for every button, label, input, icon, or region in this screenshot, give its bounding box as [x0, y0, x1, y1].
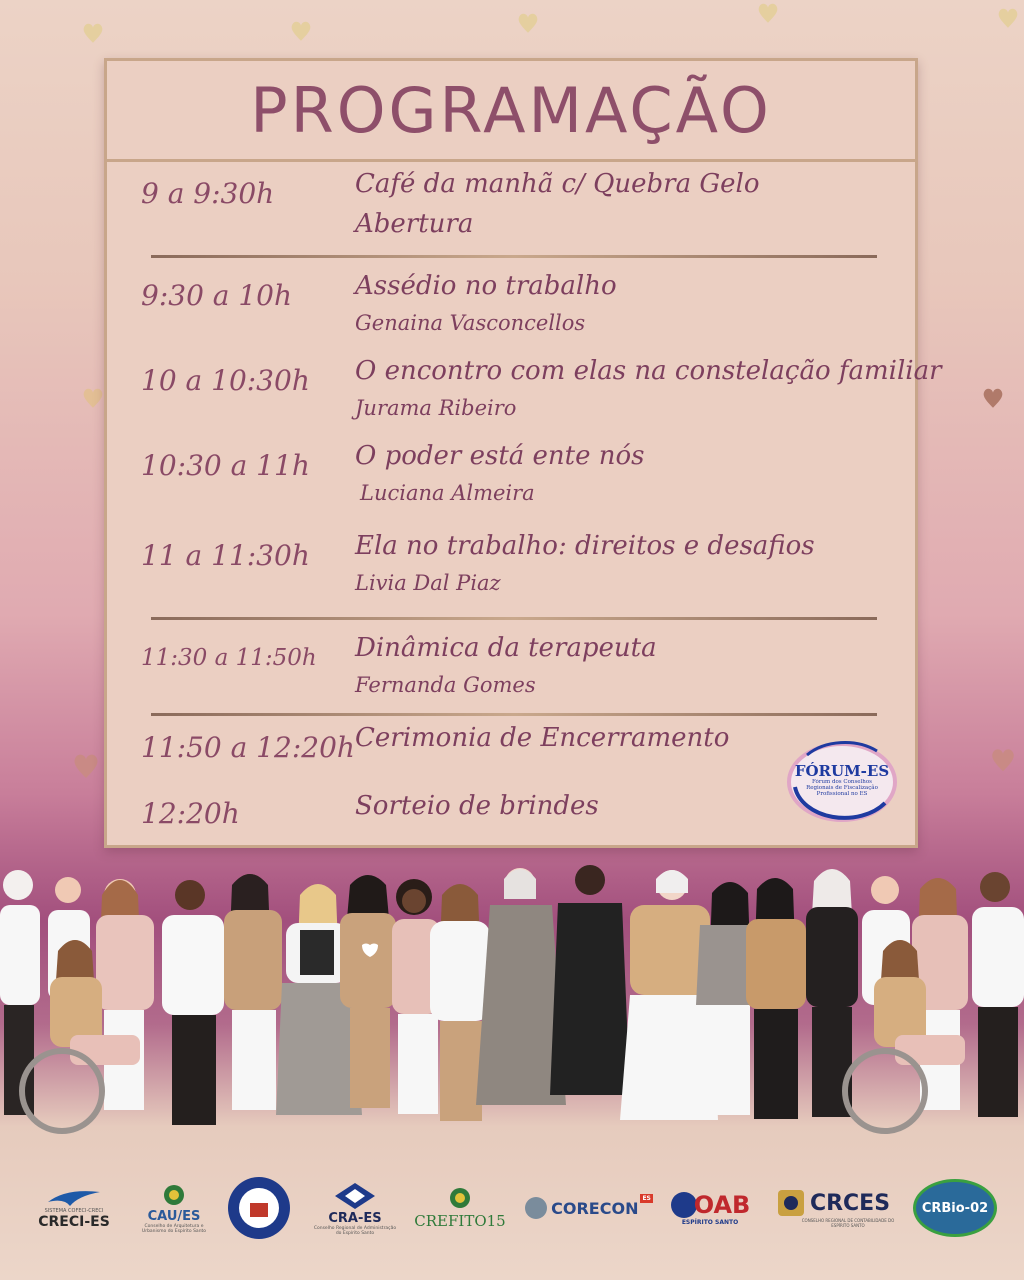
oab-sub-text: ESPÍRITO SANTO [681, 1218, 739, 1226]
heart-icon [515, 10, 541, 36]
schedule-talk: Dinâmica da terapeuta [355, 633, 657, 663]
title-box [107, 61, 915, 162]
heart-icon [980, 385, 1006, 411]
oab-text: OAB [693, 1190, 751, 1219]
schedule-speaker: Genaina Vasconcellos [355, 311, 586, 335]
schedule-talk: Ela no trabalho: direitos e desafios [355, 531, 815, 561]
cra-diamond-icon [333, 1181, 377, 1211]
bird-icon [44, 1186, 104, 1208]
schedule-time: 10 a 10:30h [141, 364, 310, 397]
heart-icon [995, 5, 1021, 31]
divider [151, 617, 877, 620]
cra-text: CRA-ES [328, 1210, 382, 1226]
cau-es-logo [134, 1168, 214, 1248]
divider [151, 713, 877, 716]
heart-icon [80, 385, 106, 411]
crbio-text: CRBio-02 [921, 1200, 989, 1216]
forum-logo-subtitle: Fórum dos Conselhos Regionais de Fiscalização Profissional no ES [806, 779, 878, 797]
crc-text: CRCES [809, 1190, 891, 1216]
crq-seal-icon [226, 1175, 292, 1241]
cra-sub-text: Conselho Regional de Administração do Espírito Santo [313, 1225, 397, 1236]
schedule-time: 9:30 a 10h [141, 279, 293, 312]
crc-emblem-icon [776, 1188, 806, 1218]
creci-text: CRECI-ES [38, 1214, 110, 1230]
coat-of-arms-icon [162, 1183, 186, 1209]
schedule-speaker: Fernanda Gomes [355, 673, 536, 697]
schedule-time: 12:20h [141, 797, 240, 830]
crbio-badge [913, 1179, 997, 1237]
schedule-time: 11 a 11:30h [141, 539, 310, 572]
schedule-speaker: Luciana Almeira [360, 481, 535, 505]
schedule-time: 11:30 a 11:50h [141, 645, 317, 671]
schedule-talk: O poder está ente nós [355, 441, 645, 471]
page-title: PROGRAMAÇÃO [250, 73, 772, 147]
schedule-time: 9 a 9:30h [141, 177, 275, 210]
creci-top-text: SISTEMA COFECI-CRECI [44, 1208, 104, 1214]
women-group-illustration [0, 855, 1024, 1145]
crefito-logo [410, 1168, 510, 1248]
corecon-logo [518, 1168, 658, 1248]
schedule-panel [104, 58, 942, 848]
heart-icon [988, 745, 1018, 775]
forum-logo-name: FÓRUM-ES [794, 762, 890, 780]
crefito-text: CREFITO15 [414, 1212, 506, 1230]
schedule-talk: Sorteio de brindes [355, 791, 599, 821]
schedule-talk: O encontro com elas na constelação familiar [355, 356, 942, 386]
crc-es-logo [764, 1168, 902, 1248]
crc-sub-text: CONSELHO REGIONAL DE CONTABILIDADE DO ESPÍRITO SANTO [801, 1218, 895, 1228]
schedule-speaker: Jurama Ribeiro [355, 396, 517, 420]
forum-es-logo [787, 741, 897, 823]
cra-es-logo [310, 1168, 400, 1248]
cau-text: CAU/ES [147, 1208, 201, 1224]
cau-sub-text: Conselho de Arquitetura e Urbanismo do Espírito Santo [141, 1223, 207, 1234]
women-silhouettes [0, 865, 1024, 1131]
schedule-time: 10:30 a 11h [141, 449, 310, 482]
crbio-logo [914, 1168, 996, 1248]
divider [151, 255, 877, 258]
oab-logo [668, 1168, 752, 1248]
schedule-talk: Assédio no trabalho [355, 271, 617, 301]
crq-logo [224, 1168, 294, 1248]
schedule-speaker: Abertura [355, 209, 474, 239]
coat-of-arms-icon [448, 1186, 472, 1212]
heart-icon [755, 0, 781, 26]
schedule-time: 11:50 a 12:20h [141, 731, 355, 764]
corecon-es-badge: ES [642, 1195, 651, 1202]
heart-icon [288, 18, 314, 44]
corecon-swirl-icon [523, 1195, 549, 1221]
heart-icon [80, 20, 106, 46]
heart-icon [70, 750, 102, 782]
corecon-text: CORECON [551, 1198, 639, 1218]
schedule-speaker: Livia Dal Piaz [355, 571, 501, 595]
creci-es-logo [32, 1168, 116, 1248]
schedule-talk: Café da manhã c/ Quebra Gelo [355, 169, 760, 199]
schedule-talk: Cerimonia de Encerramento [355, 723, 730, 753]
sponsor-logos [0, 1168, 1024, 1258]
